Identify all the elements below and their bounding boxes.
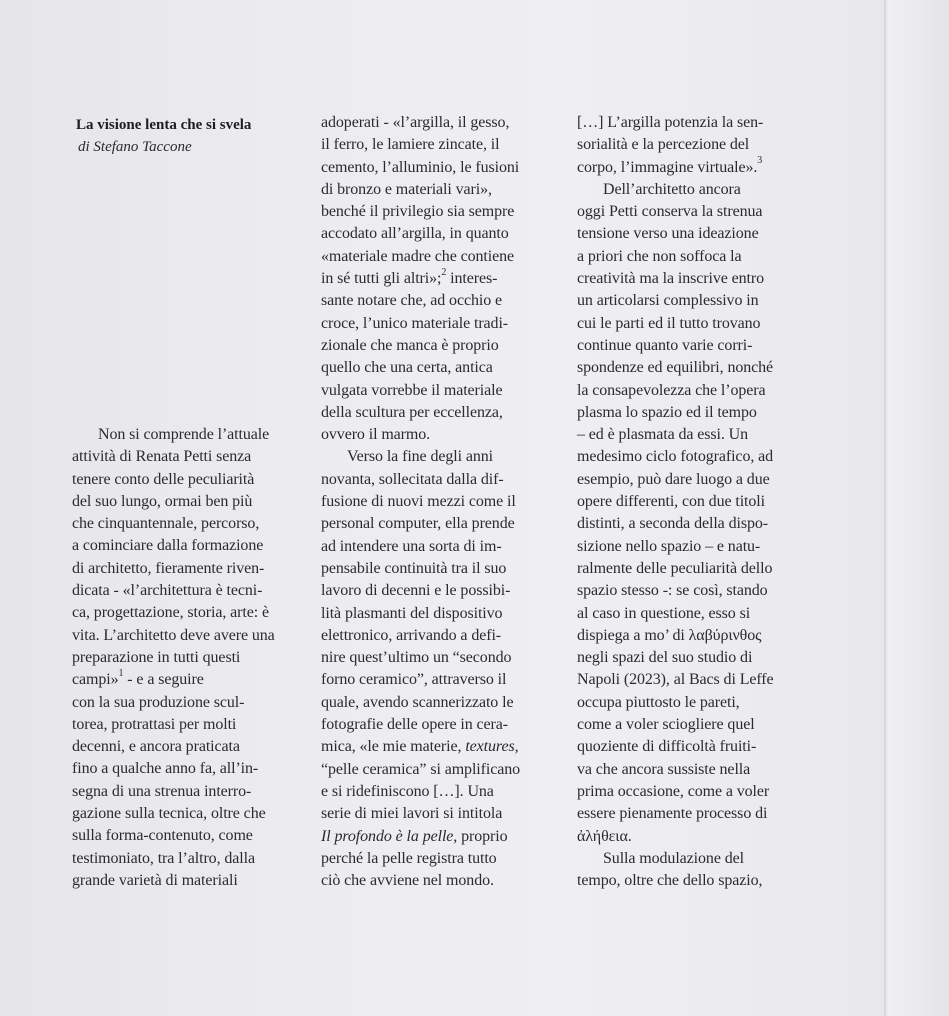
text-segment: torea, protrattasi per molti (72, 715, 237, 733)
text-segment: spazio stesso -: se così, stando (577, 582, 768, 600)
text-line (577, 223, 813, 245)
text-segment: attività di Renata Petti senza (72, 448, 252, 466)
text-line (577, 870, 813, 892)
text-line (577, 112, 813, 134)
text-line (577, 781, 813, 803)
text-segment: che cinquantennale, percorso, (72, 515, 260, 533)
text-line (577, 290, 813, 312)
text-segment: va che ancora sussiste nella (577, 760, 751, 778)
text-line (577, 246, 813, 268)
footnote-ref: 3 (757, 155, 763, 167)
text-segment: con la sua produzione scul- (72, 693, 245, 711)
text-line (577, 402, 813, 424)
text-segment: quello che una certa, antica (321, 359, 493, 377)
text-line (577, 536, 813, 558)
text-line (72, 558, 304, 580)
text-segment: gazione sulla tecnica, oltre che (72, 805, 266, 823)
text-segment: distinti, a seconda della dispo- (577, 515, 768, 533)
text-segment: lità plasmanti del dispositivo (321, 604, 503, 622)
text-segment: pensabile continuità tra il suo (321, 559, 507, 577)
text-segment: ovvero il marmo. (321, 426, 431, 444)
text-line (577, 446, 813, 468)
text-line (321, 669, 561, 691)
text-line (577, 201, 813, 223)
text-segment: in sé tutti gli altri»; (321, 270, 442, 288)
text-segment: «materiale madre che contiene (321, 247, 514, 265)
text-line (577, 759, 813, 781)
text-segment: continue quanto varie corri- (577, 336, 753, 354)
text-line (577, 179, 813, 201)
text-line (321, 870, 561, 892)
text-segment: […] L’argilla potenzia la sen- (577, 114, 764, 131)
text-segment: di bronzo e materiali vari», (321, 180, 492, 198)
text-line (321, 759, 561, 781)
text-segment: sorialità e la percezione del (577, 136, 750, 154)
text-segment: – ed è plasmata da essi. Un (577, 426, 749, 444)
text-line (72, 781, 304, 803)
text-segment: fusione di nuovi mezzi come il (321, 493, 516, 511)
text-line (321, 714, 561, 736)
text-segment: ciò che avviene nel mondo. (321, 872, 494, 890)
text-line (321, 513, 561, 535)
text-segment: interes- (446, 270, 498, 288)
text-segment: al caso in questione, esso si (577, 604, 751, 622)
article-author: di Stefano Taccone (78, 139, 192, 155)
text-line (72, 469, 304, 491)
text-segment: sizione nello spazio – e natu- (577, 537, 761, 555)
text-segment: dispiega a mo’ di λαβύρινθος (577, 626, 762, 644)
text-line (72, 669, 304, 691)
text-line (321, 558, 561, 580)
text-segment: croce, l’unico materiale tradi- (321, 314, 509, 332)
text-line (321, 469, 561, 491)
text-line (577, 669, 813, 691)
text-segment: sulla forma-contenuto, come (72, 827, 253, 845)
text-line (321, 357, 561, 379)
text-segment: novanta, sollecitata dalla dif- (321, 470, 504, 488)
text-line (72, 647, 304, 669)
text-line (577, 558, 813, 580)
text-line (321, 157, 561, 179)
text-line (321, 290, 561, 312)
text-segment: fotografie delle opere in cera- (321, 716, 509, 734)
text-line (72, 625, 304, 647)
text-segment: del suo lungo, ormai ben più (72, 492, 253, 510)
text-segment: un articolarsi complessivo in (577, 292, 759, 310)
text-line (321, 692, 561, 714)
text-segment: segna di una strenua interro- (72, 782, 252, 800)
text-segment: perché la pelle registra tutto (321, 849, 497, 867)
text-line (72, 602, 304, 624)
text-segment: ca, progettazione, storia, arte: è (72, 604, 269, 622)
text-segment: a cominciare dalla formazione (72, 537, 264, 555)
text-line (577, 603, 813, 625)
text-line (321, 380, 561, 402)
text-line (321, 491, 561, 513)
text-column-3 (577, 112, 813, 892)
text-segment: opere differenti, con due titoli (577, 493, 765, 511)
text-line (321, 736, 561, 758)
text-line (577, 134, 813, 156)
text-line (577, 647, 813, 669)
footnote-ref: 2 (441, 266, 447, 278)
text-segment: fino a qualche anno fa, all’in- (72, 760, 259, 778)
text-line (321, 826, 561, 848)
text-segment: proprio (457, 827, 508, 845)
text-segment: quoziente di difficoltà fruiti- (577, 738, 757, 756)
text-line (577, 491, 813, 513)
text-segment: vulgata vorrebbe il materiale (321, 381, 503, 399)
text-line (577, 268, 813, 290)
text-segment: come a voler sciogliere quel (577, 716, 755, 734)
text-line (321, 781, 561, 803)
text-segment: a priori che non soffoca la (577, 247, 742, 265)
text-segment: la consapevolezza che l’opera (577, 381, 766, 399)
text-segment: oggi Petti conserva la strenua (577, 203, 763, 221)
text-line (72, 758, 304, 780)
text-segment: Non si comprende l’attuale (98, 426, 270, 443)
text-segment: prima occasione, come a voler (577, 782, 770, 800)
text-segment: e si ridefiniscono […]. Una (321, 782, 494, 800)
text-segment: lavoro di decenni e le possibi- (321, 582, 511, 600)
article-heading (76, 114, 286, 158)
text-line (577, 625, 813, 647)
text-line (321, 647, 561, 669)
text-segment: benché il privilegio sia sempre (321, 203, 515, 221)
text-segment: accodato all’argilla, in quanto (321, 225, 509, 243)
text-line (321, 536, 561, 558)
text-segment: Napoli (2023), al Bacs di Leffe (577, 671, 774, 689)
footnote-ref: 1 (118, 667, 124, 679)
text-segment: il ferro, le lamiere zincate, il (321, 136, 500, 154)
next-page-strip (888, 0, 949, 1016)
text-line (321, 268, 561, 290)
text-segment: adoperati - «l’argilla, il gesso, (321, 114, 510, 131)
text-segment: corpo, l’immagine virtuale». (577, 158, 758, 176)
text-segment: “pelle ceramica” si amplificano (321, 760, 521, 778)
text-segment: occupa piuttosto le pareti, (577, 693, 740, 711)
text-segment: elettronico, arrivando a defi- (321, 626, 502, 644)
text-line (321, 313, 561, 335)
text-line (321, 335, 561, 357)
text-segment: Dell’architetto ancora (603, 180, 741, 198)
text-segment: textures, (465, 738, 519, 756)
text-segment: negli spazi del suo studio di (577, 649, 753, 667)
text-line (577, 157, 813, 179)
text-line (577, 380, 813, 402)
text-line (577, 692, 813, 714)
text-line (321, 603, 561, 625)
text-segment: ad intendere una sorta di im- (321, 537, 502, 555)
text-line (321, 580, 561, 602)
text-segment: campi» (72, 671, 119, 689)
text-segment: tempo, oltre che dello spazio, (577, 872, 763, 890)
text-segment: tenere conto delle peculiarità (72, 470, 255, 488)
text-line (72, 803, 304, 825)
text-segment: zionale che manca è proprio (321, 336, 499, 354)
text-line (72, 513, 304, 535)
text-line (321, 201, 561, 223)
text-line (72, 424, 304, 446)
text-line (321, 848, 561, 870)
text-segment: mica, «le mie materie, (321, 738, 466, 756)
text-segment: grande varietà di materiali (72, 871, 238, 889)
text-segment: Verso la fine degli anni (347, 448, 493, 466)
text-segment: della scultura per eccellenza, (321, 403, 503, 421)
text-segment: testimoniato, tra l’altro, dalla (72, 849, 255, 867)
text-segment: cui le parti ed il tutto trovano (577, 314, 761, 332)
text-segment: - e a seguire (123, 671, 204, 689)
text-line (321, 446, 561, 468)
text-segment: quale, avendo scannerizzato le (321, 693, 514, 711)
text-line (72, 446, 304, 468)
text-line (72, 580, 304, 602)
text-line (577, 580, 813, 602)
text-line (577, 826, 813, 848)
text-segment: dicata - «l’architettura è tecni- (72, 582, 263, 600)
text-line (577, 313, 813, 335)
text-segment: Sulla modulazione del (603, 849, 744, 867)
text-column-2 (321, 112, 561, 892)
text-line (321, 223, 561, 245)
text-segment: cemento, l’alluminio, le fusioni (321, 158, 520, 176)
text-segment: plasma lo spazio ed il tempo (577, 403, 757, 421)
text-segment: esempio, può dare luogo a due (577, 470, 770, 488)
text-line (72, 825, 304, 847)
text-segment: vita. L’architetto deve avere una (72, 626, 275, 644)
text-segment: spondenze ed equilibri, nonché (577, 359, 774, 377)
text-line (577, 513, 813, 535)
text-line (72, 692, 304, 714)
text-segment: preparazione in tutti questi (72, 648, 241, 666)
text-segment: tensione verso una ideazione (577, 225, 759, 243)
text-segment: di architetto, fieramente riven- (72, 559, 265, 577)
text-segment: personal computer, ella prende (321, 515, 515, 533)
text-line (577, 424, 813, 446)
text-segment: essere pienamente processo di (577, 805, 768, 823)
text-column-1 (72, 424, 304, 892)
text-line (577, 469, 813, 491)
text-line (321, 803, 561, 825)
text-segment: nire quest’ultimo un “secondo (321, 649, 512, 667)
text-line (72, 714, 304, 736)
text-line (72, 848, 304, 870)
text-line (577, 357, 813, 379)
text-line (321, 246, 561, 268)
text-segment: ralmente delle peculiarità dello (577, 559, 773, 577)
article-title: La visione lenta che si svela (76, 117, 252, 133)
text-line (577, 848, 813, 870)
text-line (72, 736, 304, 758)
text-line (321, 179, 561, 201)
text-segment: ἀλήθεια. (577, 827, 632, 845)
text-segment: creatività ma la inscrive entro (577, 270, 765, 288)
text-line (577, 714, 813, 736)
text-line (321, 134, 561, 156)
text-line (72, 491, 304, 513)
text-line (321, 112, 561, 134)
text-line (321, 424, 561, 446)
text-line (577, 335, 813, 357)
text-line (72, 870, 304, 892)
text-line (321, 402, 561, 424)
text-segment: forno ceramico”, attraverso il (321, 671, 507, 689)
text-line (321, 625, 561, 647)
text-segment: sante notare che, ad occhio e (321, 292, 503, 310)
text-line (577, 736, 813, 758)
text-segment: Il profondo è la pelle, (321, 827, 458, 845)
text-segment: serie di miei lavori si intitola (321, 805, 503, 823)
text-segment: decenni, e ancora praticata (72, 738, 240, 756)
text-line (577, 803, 813, 825)
text-segment: medesimo ciclo fotografico, ad (577, 448, 774, 466)
text-line (72, 535, 304, 557)
